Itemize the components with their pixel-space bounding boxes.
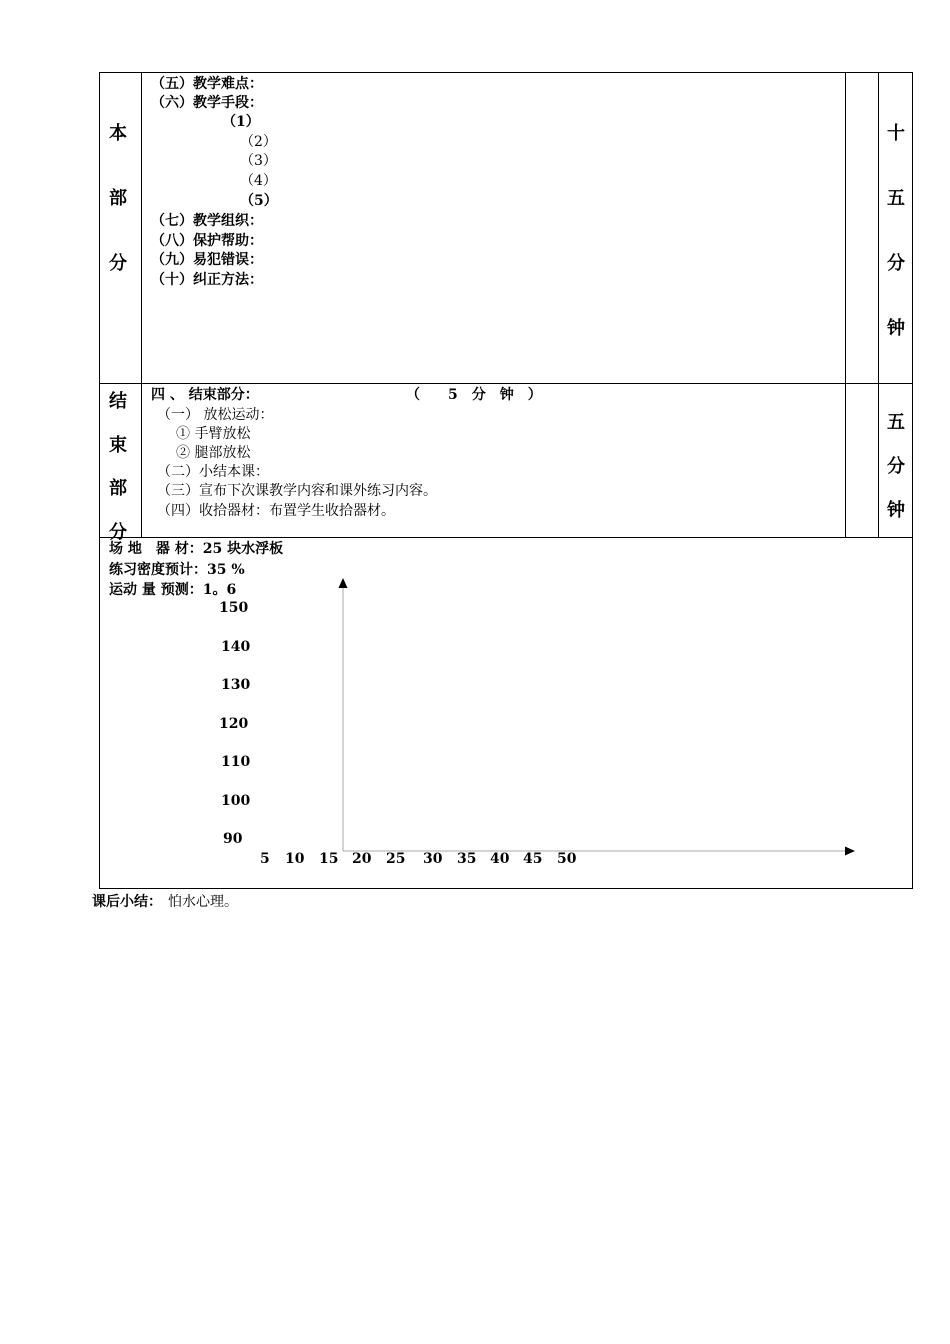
y-tick-label: 110 xyxy=(221,754,251,770)
y-tick-label: 90 xyxy=(223,831,243,847)
sub-item: （3） xyxy=(240,153,277,169)
sub-item: （4） xyxy=(240,173,277,189)
x-axis-arrow xyxy=(845,847,855,856)
x-tick-label: 10 xyxy=(285,851,305,867)
item-organization: （七）教学组织： xyxy=(151,213,263,229)
equipment-line: 场 地 器 材：25 块水浮板 xyxy=(109,541,284,557)
sub-item: （1） xyxy=(222,114,260,130)
end-section-duration: （ 5 分 钟 ） xyxy=(406,387,542,403)
y-tick-label: 100 xyxy=(221,793,251,809)
summary-label: 课后小结： xyxy=(92,894,162,910)
sub-item: （5） xyxy=(240,193,278,209)
y-tick-label: 130 xyxy=(221,677,251,693)
summary-text: 怕水心理。 xyxy=(168,894,238,910)
time-char: 五 xyxy=(887,188,905,209)
end-section-header: 四 、 结束部分： xyxy=(151,387,259,403)
x-tick-label: 35 xyxy=(457,851,477,867)
time-char: 钟 xyxy=(887,318,905,339)
end-line: ① 手臂放松 xyxy=(176,426,251,442)
main-label-char: 分 xyxy=(109,253,127,274)
main-label-char: 本 xyxy=(109,123,127,144)
end-line: （三）宣布下次课教学内容和课外练习内容。 xyxy=(157,483,437,499)
end-label-char: 束 xyxy=(109,435,127,456)
item-protection: （八）保护帮助： xyxy=(151,233,263,249)
item-teaching-difficulty: （五）教学难点： xyxy=(151,76,263,92)
y-axis-arrow xyxy=(339,578,348,588)
y-tick-label: 150 xyxy=(219,600,249,616)
x-tick-label: 20 xyxy=(352,851,372,867)
item-correction: （十）纠正方法： xyxy=(151,272,263,288)
time-char: 十 xyxy=(887,123,905,144)
x-tick-label: 50 xyxy=(557,851,577,867)
end-line: （四）收拾器材：布置学生收拾器材。 xyxy=(157,503,395,519)
end-line: ② 腿部放松 xyxy=(176,445,251,461)
load-line: 运动 量 预测：1。6 xyxy=(109,582,237,598)
density-line: 练习密度预计：35 % xyxy=(109,562,245,578)
end-label-char: 分 xyxy=(109,522,127,543)
x-tick-label: 25 xyxy=(386,851,406,867)
x-tick-label: 5 xyxy=(260,851,270,867)
main-label-char: 部 xyxy=(109,188,127,209)
time-char: 钟 xyxy=(887,500,905,521)
end-label-char: 结 xyxy=(109,391,127,412)
x-tick-label: 40 xyxy=(490,851,510,867)
chart-axes xyxy=(330,570,860,860)
x-tick-label: 15 xyxy=(319,851,339,867)
time-char: 分 xyxy=(887,253,905,274)
x-tick-label: 30 xyxy=(423,851,443,867)
time-char: 五 xyxy=(887,412,905,433)
sub-item: （2） xyxy=(240,134,277,150)
x-tick-label: 45 xyxy=(523,851,543,867)
item-teaching-means: （六）教学手段： xyxy=(151,95,263,111)
item-common-errors: （九）易犯错误： xyxy=(151,252,263,268)
end-label-char: 部 xyxy=(109,478,127,499)
time-char: 分 xyxy=(887,456,905,477)
y-tick-label: 120 xyxy=(219,716,249,732)
end-line: （一） 放松运动： xyxy=(157,407,274,423)
end-line: （二）小结本课： xyxy=(157,464,269,480)
y-tick-label: 140 xyxy=(221,639,251,655)
